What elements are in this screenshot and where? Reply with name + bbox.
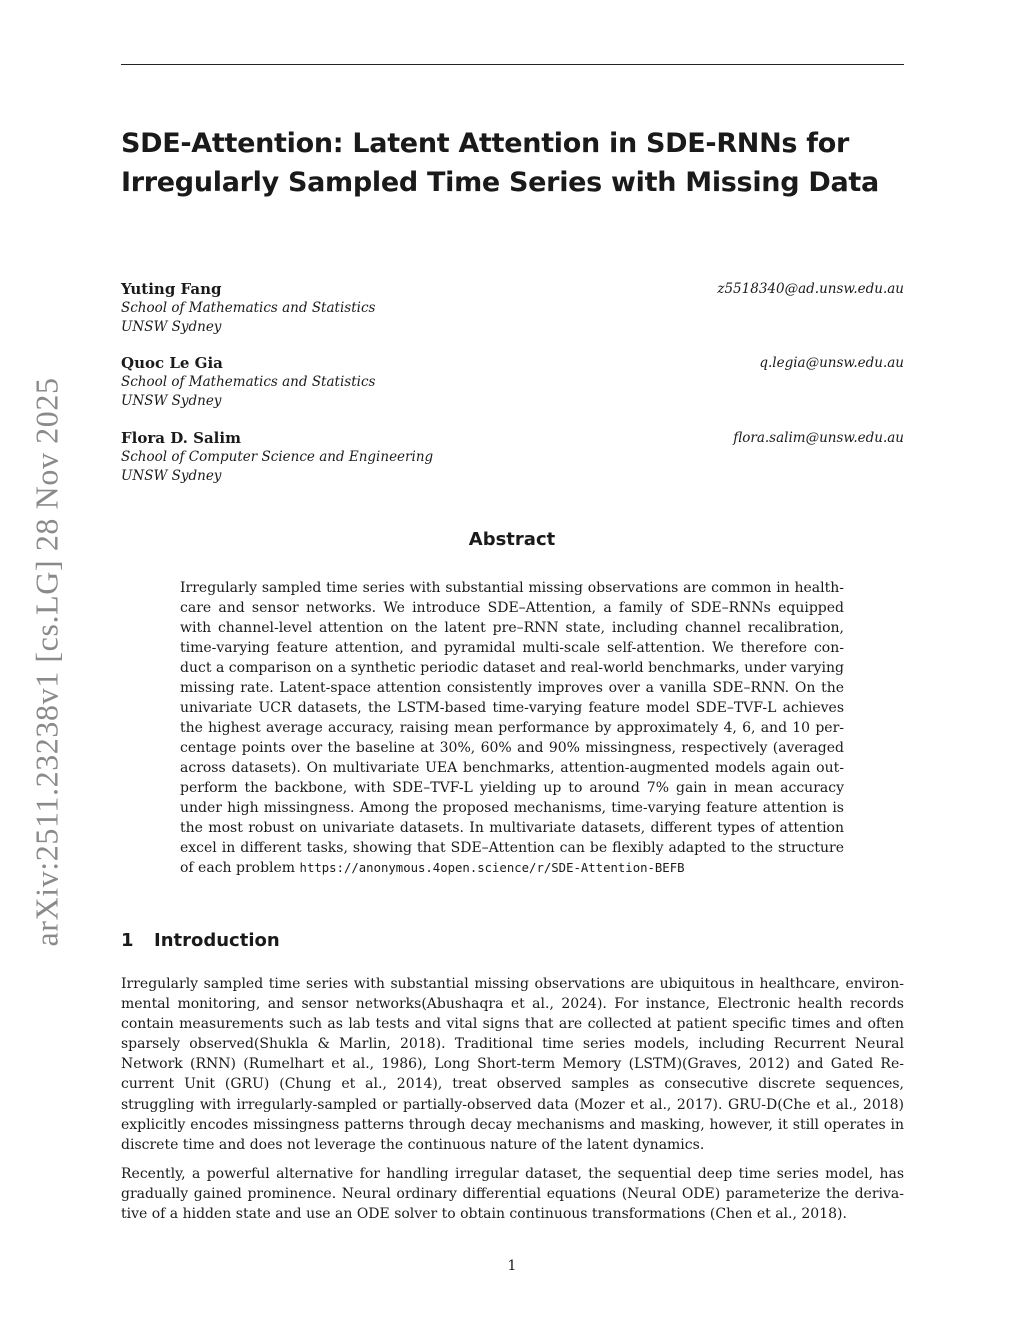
arxiv-sidebar bbox=[0, 0, 80, 1325]
abstract-text: Irregularly sampled time series with substantial missing observations are common in healthcare and sensor networks. We introduce SDE–Attention, a family of SDE–RNNs equipped with channel-level attention on the latent pre–RNN state, including channel recalibration, time-varying feature attention, and pyramidal multi-scale self-attention. We therefore conduct a comparison on a synthetic periodic dataset and real-world benchmarks, under varying missing rate. Latent-space attention consistently improves over a vanilla SDE–RNN. On the univariate UCR datasets, the LSTM-based time-varying feature model SDE–TVF-L achieves the highest average accuracy, raising mean performance by approximately 4, 6, and 10 percentage points over the baseline at 30%, 60% and 90% missingness, respectively (averaged across datasets). On multivariate UEA benchmarks, attention-augmented models again outperform the backbone, with SDE–TVF-L yielding up to around 7% gain in mean accuracy under high missingness. Among the proposed mechanisms, time-varying feature attention is the most robust on univariate datasets. In multivariate datasets, different types of attention excel in different tasks, showing that SDE–Attention can be flexibly adapted to the structure of each problem bbox=[180, 580, 844, 876]
code-link[interactable]: https://anonymous.4open.science/r/SDE-Attention-BEFB bbox=[299, 861, 685, 875]
section-title: Introduction bbox=[154, 930, 280, 951]
page-number: 1 bbox=[507, 1258, 517, 1274]
author-affiliation: School of Computer Science and Engineering bbox=[121, 449, 434, 465]
author-block bbox=[121, 354, 904, 411]
author-name: Flora D. Salim bbox=[121, 429, 241, 447]
author-email[interactable]: q.legia@unsw.edu.au bbox=[759, 355, 904, 371]
author-affiliation: UNSW Sydney bbox=[121, 393, 222, 409]
section-number: 1 bbox=[121, 930, 134, 951]
author-block bbox=[121, 280, 904, 337]
author-name: Quoc Le Gia bbox=[121, 354, 223, 372]
author-email[interactable]: flora.salim@unsw.edu.au bbox=[733, 430, 904, 446]
abstract-heading: Abstract bbox=[468, 529, 556, 550]
author-affiliation: UNSW Sydney bbox=[121, 468, 222, 484]
section-heading-introduction bbox=[121, 930, 280, 951]
author-affiliation: School of Mathematics and Statistics bbox=[121, 374, 376, 390]
top-rule bbox=[121, 64, 904, 65]
intro-paragraph-2: Recently, a powerful alternative for handling irregular dataset, the sequential deep time series model, has gradually gained prominence. Neural ordinary differential equations (Neural ODE) parameterize the derivative of a hidden state and use an ODE solver to obtain continuous transformations (Chen et al., 2018). bbox=[121, 1166, 904, 1223]
author-name: Yuting Fang bbox=[121, 280, 222, 298]
paper-title: SDE-Attention: Latent Attention in SDE-RNNs for Irregularly Sampled Time Series with Missing Data bbox=[121, 128, 879, 198]
intro-paragraph-1: Irregularly sampled time series with substantial missing observations are ubiquitous in healthcare, environmental monitoring, and sensor networks(Abushaqra et al., 2024). For instance, Electronic health records contain measurements such as lab tests and vital signs that are collected at patient specific times and often sparsely observed(Shukla & Marlin, 2018). Traditional time series models, including Recurrent Neural Network (RNN) (Rumelhart et al., 1986), Long Short-term Memory (LSTM)(Graves, 2012) and Gated Recurrent Unit (GRU) (Chung et al., 2014), treat observed samples as consecutive discrete sequences, struggling with irregularly-sampled or partially-observed data (Mozer et al., 2017). GRU-D(Che et al., 2018) explicitly encodes missingness patterns through decay mechanisms and masking, however, it still operates in discrete time and does not leverage the continuous nature of the latent dynamics. bbox=[121, 976, 904, 1153]
author-affiliation: School of Mathematics and Statistics bbox=[121, 300, 376, 316]
author-email[interactable]: z5518340@ad.unsw.edu.au bbox=[717, 281, 904, 297]
abstract-body bbox=[180, 578, 844, 878]
author-block bbox=[121, 429, 904, 486]
arxiv-identifier: arXiv:2511.23238v1 [cs.LG] 28 Nov 2025 bbox=[28, 377, 65, 947]
author-affiliation: UNSW Sydney bbox=[121, 319, 222, 335]
